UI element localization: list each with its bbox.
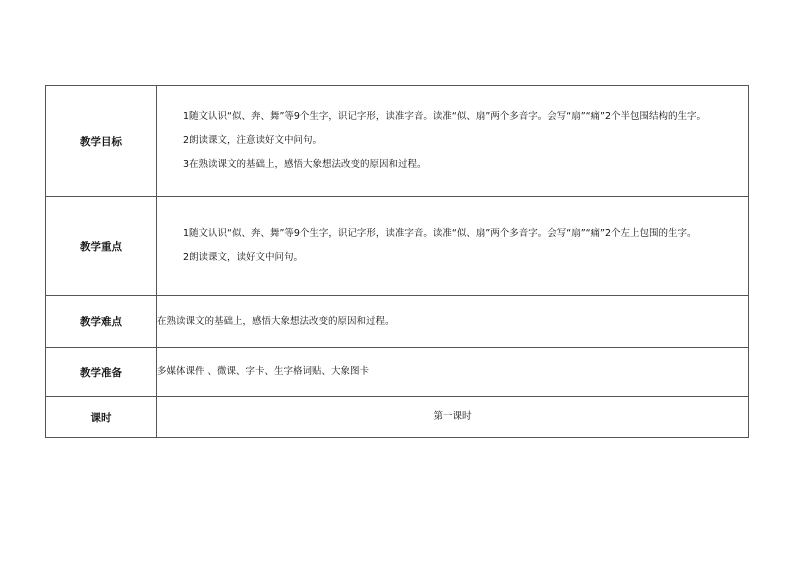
teaching-preparation-content: 多媒体课件 、微课、字卡、生字格词贴、大象图卡 <box>157 348 749 397</box>
teaching-goals-label: 教学目标 <box>46 86 157 197</box>
class-period-row <box>46 397 749 438</box>
teaching-focus-item: 2朗读课文，读好文中问句。 <box>183 252 304 263</box>
teaching-focus-content <box>157 197 749 296</box>
teaching-goal-item: 3在熟读课文的基础上，感悟大象想法改变的原因和过程。 <box>183 159 427 170</box>
teaching-focus-label: 教学重点 <box>46 197 157 296</box>
teaching-preparation-row <box>46 348 749 397</box>
teaching-goal-item: 1随文认识“似、奔、舞”等9个生字，识记字形，读准字音。读准“似、扇”两个多音字。会写“扇”“痛”2个半包围结构的生字。 <box>183 111 707 122</box>
class-period-label: 课时 <box>46 397 157 438</box>
teaching-goal-item: 2朗读课文，注意读好文中问句。 <box>183 135 323 146</box>
teaching-difficulty-label: 教学难点 <box>46 296 157 348</box>
teaching-focus-row <box>46 197 749 296</box>
teaching-goals-row <box>46 86 749 197</box>
teaching-goals-content <box>157 86 749 197</box>
lesson-plan-table <box>45 85 749 438</box>
class-period-content: 第一课时 <box>157 397 749 438</box>
teaching-difficulty-row <box>46 296 749 348</box>
teaching-preparation-label: 教学准备 <box>46 348 157 397</box>
teaching-difficulty-content: 在熟读课文的基础上，感悟大象想法改变的原因和过程。 <box>157 296 749 348</box>
teaching-focus-item: 1随文认识“似、奔、舞”等9个生字，识记字形，读准字音。读准“似、扇”两个多音字。会写“扇”“痛”2个左上包围的生字。 <box>183 228 697 239</box>
